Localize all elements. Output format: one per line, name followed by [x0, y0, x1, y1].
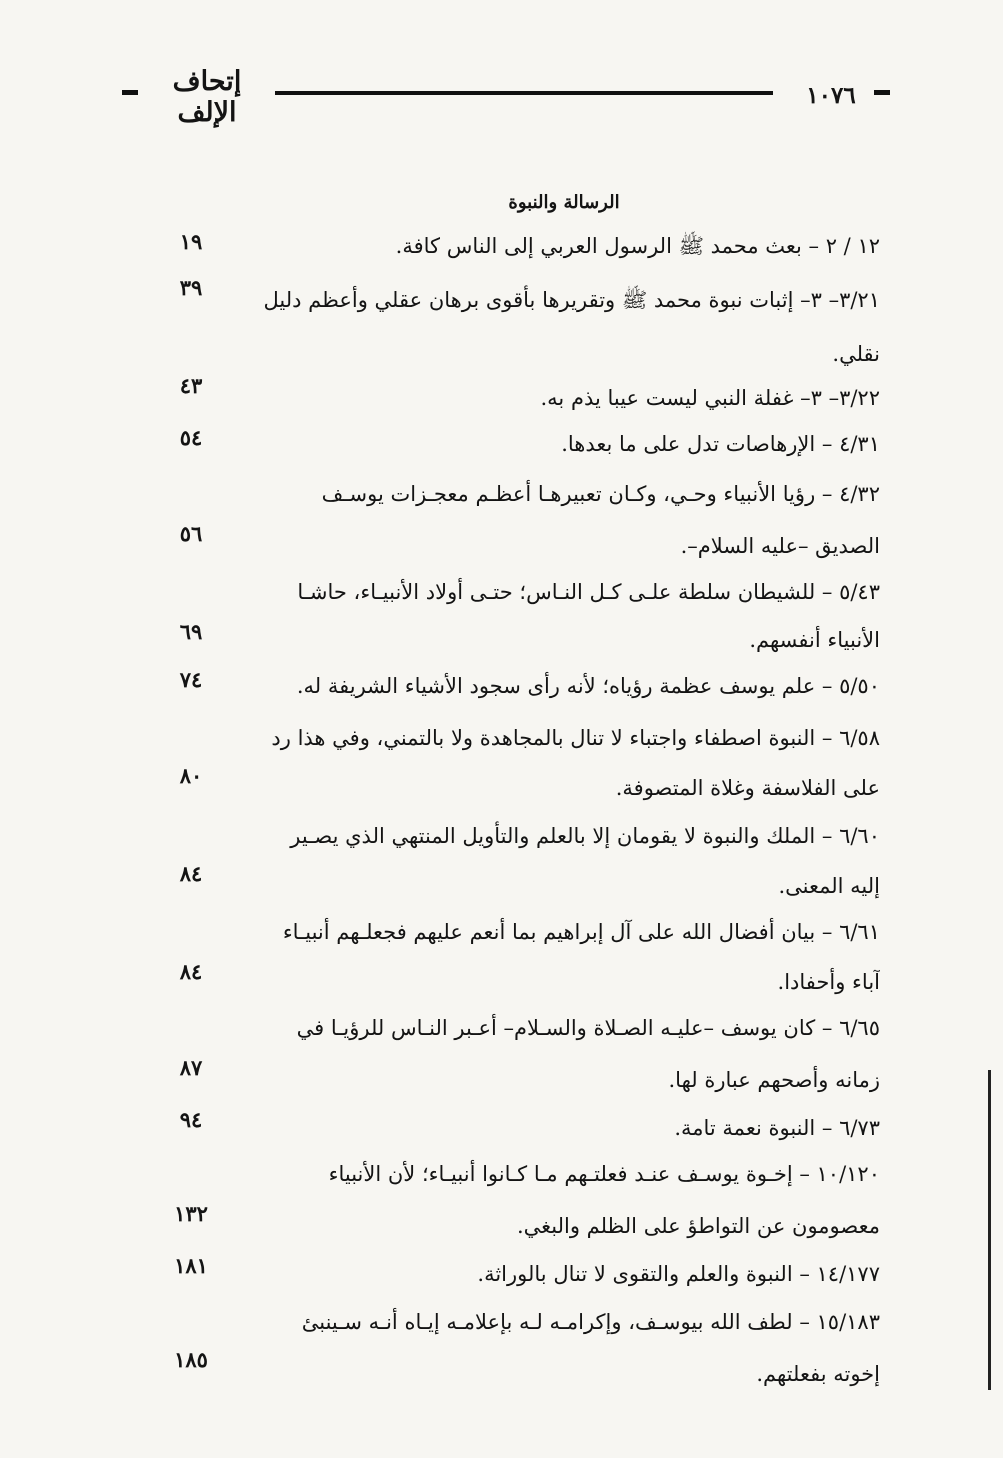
entry-line: ٣/٢٢– ٣– غفلة النبي ليست عيبا يذم به.: [540, 386, 880, 410]
entry-line: إليه المعنى.: [778, 874, 880, 898]
entry-page-ref: ٨٧: [179, 1055, 203, 1080]
entry-line: ٤/٣٢ – رؤيا الأنبياء وحـي، وكـان تعبيرهـا أعظـم معجـزات يوسـف: [321, 482, 880, 506]
entry-line: ١٤/١٧٧ – النبوة والعلم والتقوى لا تنال بالوراثة.: [477, 1262, 880, 1286]
entry-page-ref: ٩٤: [179, 1107, 203, 1132]
entry-line: زمانه وأصحهم عبارة لها.: [668, 1068, 880, 1092]
entry-page-ref: ٥٤: [179, 425, 203, 450]
book-title: إتحاف الإلف: [172, 66, 242, 128]
entry-line: الصديق –عليه السلام–.: [680, 534, 880, 558]
entry-line: معصومون عن التواطؤ على الظلم والبغي.: [516, 1214, 880, 1238]
scan-edge-mark: [988, 1070, 991, 1390]
entry-line: ٦/٦١ – بيان أفضال الله على آل إبراهيم بما أنعم عليهم فجعلـهم أنبيـاء: [282, 920, 880, 944]
entry-page-ref: ١٨٥: [174, 1347, 208, 1372]
entry-line: ٦/٧٣ – النبوة نعمة تامة.: [674, 1116, 880, 1140]
entry-line: الأنبياء أنفسهم.: [749, 628, 880, 652]
entry-page-ref: ٨٤: [179, 959, 203, 984]
entry-page-ref: ٨٠: [179, 763, 203, 788]
entry-line: إخوته بفعلتهم.: [756, 1362, 880, 1386]
entry-line: ٦/٦٥ – كان يوسف –عليـه الصـلاة والسـلام– أعـبر النـاس للرؤيـا في: [296, 1016, 880, 1040]
entry-line: ٥/٥٠ – علم يوسف عظمة رؤياه؛ لأنه رأى سجود الأشياء الشريفة له.: [296, 674, 880, 698]
entry-line: نقلي.: [832, 342, 880, 366]
section-heading: الرسالة والنبوة: [508, 192, 620, 213]
entry-line: ٤/٣١ – الإرهاصات تدل على ما بعدها.: [561, 432, 880, 456]
entry-page-ref: ٨٤: [179, 861, 203, 886]
entry-page-ref: ١٩: [179, 229, 203, 254]
entry-page-ref: ١٨١: [174, 1253, 208, 1278]
entry-line: ٦/٥٨ – النبوة اصطفاء واجتباء لا تنال بالمجاهدة ولا بالتمني، وفي هذا رد: [271, 726, 880, 750]
entry-page-ref: ٤٣: [179, 373, 203, 398]
entry-page-ref: ٧٤: [179, 667, 203, 692]
page-number: ١٠٧٦: [806, 82, 856, 109]
entry-page-ref: ٣٩: [179, 275, 203, 300]
entry-line: على الفلاسفة وغلاة المتصوفة.: [615, 776, 880, 800]
entry-line: آباء وأحفادا.: [777, 970, 880, 994]
entry-page-ref: ٦٩: [179, 619, 203, 644]
entry-line: ٦/٦٠ – الملك والنبوة لا يقومان إلا بالعلم والتأويل المنتهي الذي يصـير: [290, 824, 880, 848]
entry-page-ref: ٥٦: [179, 521, 203, 546]
entry-line: ١٠/١٢٠ – إخـوة يوسـف عنـد فعلتـهم مـا كـانوا أنبيـاء؛ لأن الأنبياء: [328, 1162, 880, 1186]
entry-line: ٣/٢١– ٣– إثبات نبوة محمد ﷺ وتقريرها بأقوى برهان عقلي وأعظم دليل: [263, 288, 880, 312]
entry-line: ٥/٤٣ – للشيطان سلطة علـى كـل النـاس؛ حتـى أولاد الأنبيـاء، حاشـا: [297, 580, 880, 604]
entry-line: ١٢ / ٢ – بعث محمد ﷺ الرسول العربي إلى الناس كافة.: [395, 234, 880, 258]
entry-line: ١٥/١٨٣ – لطف الله بيوسـف، وإكرامـه لـه بإعلامـه إيـاه أنـه سـينبئ: [301, 1310, 880, 1334]
entry-page-ref: ١٣٢: [174, 1201, 208, 1226]
